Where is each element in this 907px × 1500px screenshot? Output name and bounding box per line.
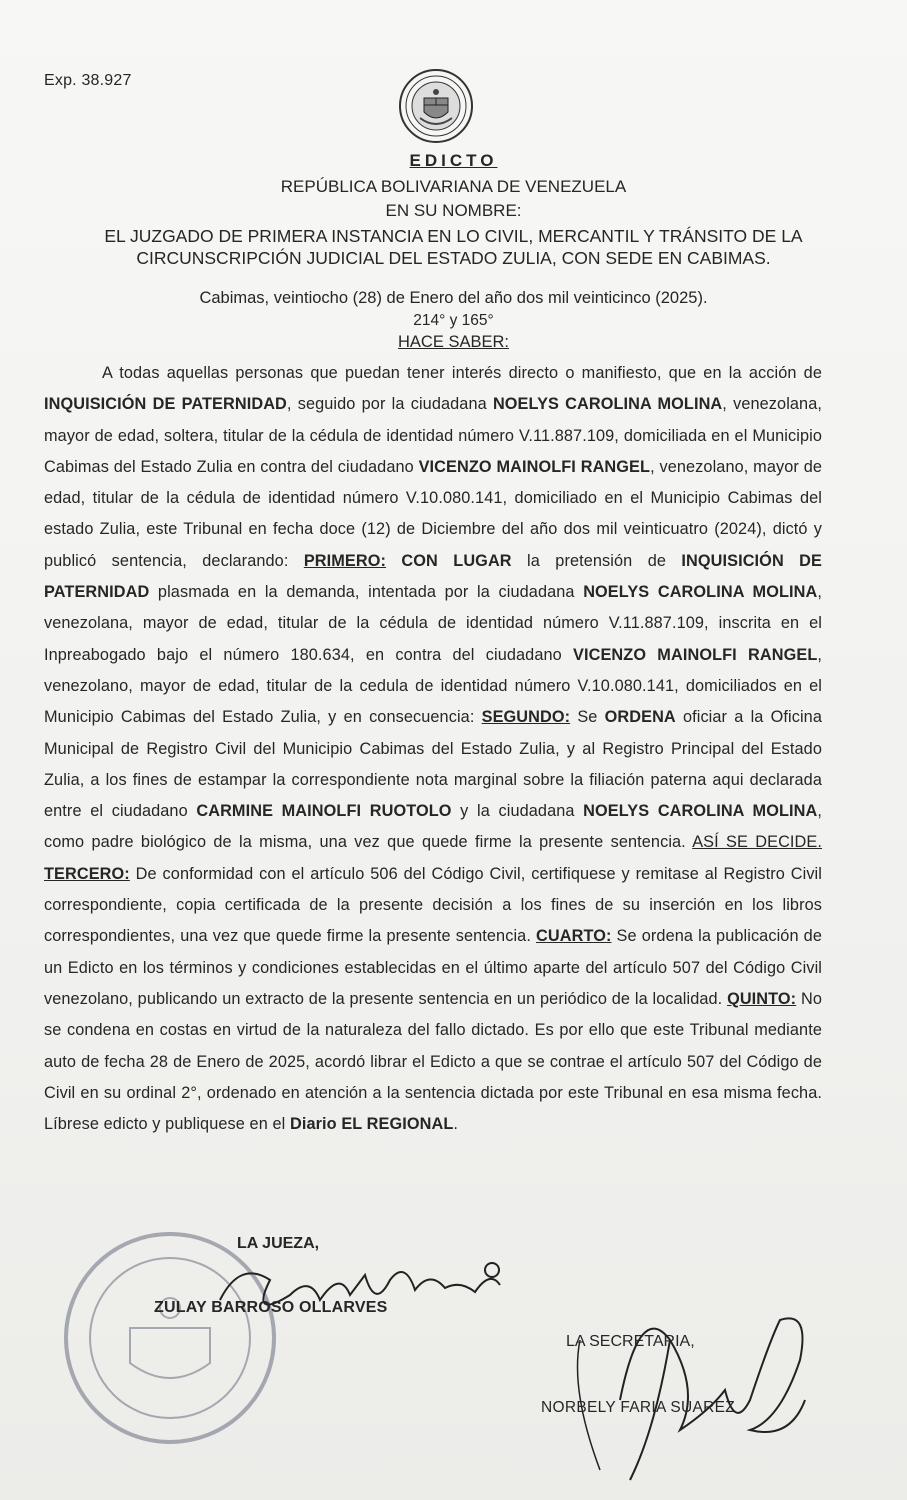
body-text: , seguido por la ciudadana	[286, 395, 493, 414]
body-text: A todas aquellas personas que puedan tener interés directo o manifiesto, que en la acción de	[102, 364, 822, 382]
en-su-nombre: EN SU NOMBRE:	[385, 201, 522, 220]
body-bold: Diario EL REGIONAL	[289, 1115, 454, 1134]
body-bold: NOELYS CAROLINA MOLINA	[583, 802, 818, 821]
asi-se-decide: ASÍ SE DECIDE.	[692, 833, 822, 852]
secretary-signature-icon	[560, 1280, 830, 1490]
body-bold: NOELYS CAROLINA MOLINA	[492, 395, 723, 414]
body-bold: ORDENA	[604, 708, 676, 727]
body-text: De conformidad con el artículo 506 del Código Civil, certifiquese y remitase al Registro Civil correspondiente, copia certificada de la presente decisión a los fines de su inserción en los libros correspondientes, una vez que quede firme la presente sentencia.	[44, 864, 822, 946]
body-text: Se ordena la publicación de un Edicto en los términos y condiciones establecidas en el último aparte del artículo 507 del Código Civil venezolano, publicando un extracto de la presente sentencia en un periódico de la localidad.	[44, 927, 822, 1008]
body-bold: NOELYS CAROLINA MOLINA	[583, 583, 818, 602]
republic-line: REPÚBLICA BOLIVARIANA DE VENEZUELA	[280, 177, 627, 196]
section-quinto: QUINTO:	[727, 989, 797, 1008]
body-bold: VICENZO MAINOLFI RANGEL	[418, 457, 651, 476]
section-segundo: SEGUNDO:	[481, 708, 571, 727]
body-text: la pretensión de	[511, 551, 682, 570]
body-text: y la ciudadana	[451, 802, 584, 821]
body-bold: CON LUGAR	[386, 551, 512, 570]
years-line: 214° y 165°	[413, 312, 494, 329]
section-cuarto: CUARTO:	[536, 927, 612, 946]
edict-body	[44, 358, 822, 1140]
body-text: , como padre biológico de la misma, una vez que quede firme la presente sentencia.	[44, 802, 822, 852]
body-text: , venezolano, mayor de edad, titular de la cédula de identidad número V.10.080.141, domiciliado en el Municipio Cabimas del estado Zulia, este Tribunal en fecha doce (12) de Diciembre del año dos mil veinticuatro (2024), dictó y publicó sentencia, declarando:	[44, 457, 823, 570]
judge-signature-icon	[200, 1240, 520, 1340]
court-name-line-2: CIRCUNSCRIPCIÓN JUDICIAL DEL ESTADO ZULIA, CON SEDE EN CABIMAS.	[136, 248, 771, 268]
coat-of-arms-seal-icon	[398, 68, 474, 144]
body-text: , venezolana, mayor de edad, soltera, titular de la cédula de identidad número V.11.887.109, domiciliada en el Municipio Cabimas del Estado Zulia en contra del ciudadano	[44, 395, 822, 476]
body-bold: VICENZO MAINOLFI RANGEL	[573, 645, 818, 664]
court-name-line-1: EL JUZGADO DE PRIMERA INSTANCIA EN LO CIVIL, MERCANTIL Y TRÁNSITO DE LA	[104, 226, 803, 246]
body-text: No se condena en costas en virtud de la naturaleza del fallo dictado. Es por ello que este Tribunal mediante auto de fecha 28 de Enero de 2025, acordó librar el Edicto a que se contrae el artículo 507 del Código de Civil en su ordinal 2°, ordenado en atención a la sentencia dictada por este Tribunal en esa misma fecha. Líbrese edicto y publiquese en el	[44, 989, 822, 1134]
document-date: Cabimas, veintiocho (28) de Enero del año dos mil veinticinco (2025).	[199, 289, 708, 307]
section-tercero: TERCERO:	[44, 864, 130, 883]
body-bold: INQUISICIÓN DE PATERNIDAD	[44, 551, 822, 602]
document-title: EDICTO	[409, 151, 498, 170]
body-text: plasmada en la demanda, intentada por la ciudadana	[149, 583, 584, 602]
expediente-number: Exp. 38.927	[44, 72, 132, 89]
body-text: Se	[570, 708, 605, 727]
judge-label: LA JUEZA,	[237, 1235, 320, 1252]
body-text: , venezolana, mayor de edad, titular de la cédula de identidad número V.11.887.109, inscrita en el Inpreabogado bajo el número 180.634, en contra del ciudadano	[44, 583, 822, 664]
hace-saber: HACE SABER:	[398, 333, 509, 351]
body-text: oficiar a la Oficina Municipal de Registro Civil del Municipio Cabimas del Estado Zulia, y al Registro Principal del Estado Zulia, a los fines de estampar la correspondiente nota marginal sobre la filiación paterna aqui declarada entre el ciudadano	[44, 708, 822, 821]
body-bold: CARMINE MAINOLFI RUOTOLO	[196, 802, 452, 821]
body-text: , venezolano, mayor de edad, titular de la cedula de identidad número V.10.080.141, domiciliados en el Municipio Cabimas del Estado Zulia, y en consecuencia:	[44, 645, 822, 727]
judge-name: ZULAY BARROSO OLLARVES	[154, 1299, 388, 1316]
section-primero: PRIMERO:	[303, 551, 387, 570]
body-text: .	[453, 1115, 459, 1134]
body-bold: INQUISICIÓN DE PATERNIDAD	[44, 395, 287, 414]
secretary-label: LA SECRETARIA,	[566, 1333, 695, 1350]
secretary-name: NORBELY FARIA SUAREZ	[541, 1399, 736, 1416]
